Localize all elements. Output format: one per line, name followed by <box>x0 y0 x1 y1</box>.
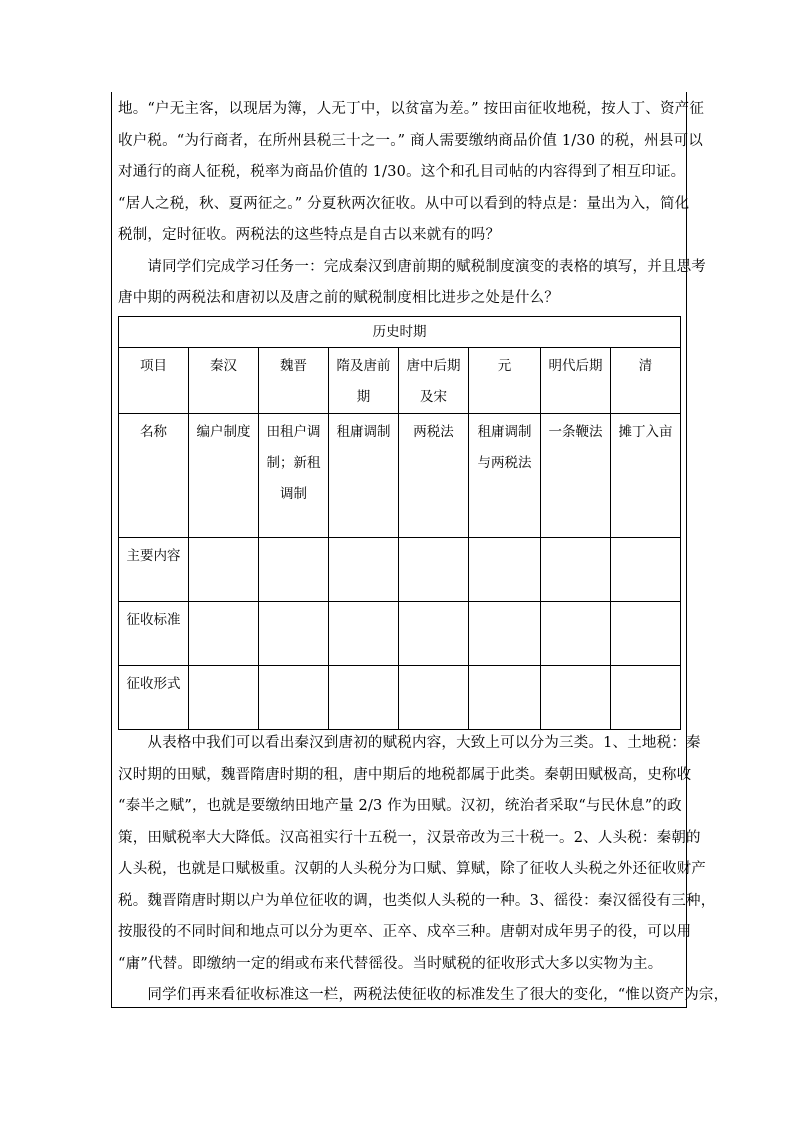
header-cell: 元 <box>469 348 541 414</box>
blank-cell[interactable] <box>541 602 611 666</box>
blank-cell[interactable] <box>259 602 329 666</box>
row-label: 征收标准 <box>119 602 189 666</box>
text-line: 请同学们完成学习任务一：完成秦汉到唐前期的赋税制度演变的表格的填写，并且思考 <box>118 258 706 275</box>
text-line: 税制，定时征收。两税法的这些特点是自古以来就有的吗？ <box>118 227 501 243</box>
blank-cell[interactable] <box>611 538 681 602</box>
blank-cell[interactable] <box>611 666 681 730</box>
header-cell: 清 <box>611 348 681 414</box>
table-cell: 摊丁入亩 <box>611 414 681 538</box>
header-cell: 魏晋 <box>259 348 329 414</box>
blank-cell[interactable] <box>259 666 329 730</box>
text-line: “庸”代替。即缴纳一定的绢或布来代替徭役。当时赋税的征收形式大多以实物为主。 <box>118 955 663 972</box>
blank-cell[interactable] <box>329 538 399 602</box>
table-cell: 田租户调制；新租调制 <box>259 414 329 538</box>
intro-paragraph <box>118 94 706 315</box>
row-label: 主要内容 <box>119 538 189 602</box>
table-cell: 一条鞭法 <box>541 414 611 538</box>
text-line: 人头税，也就是口赋极重。汉朝的人头税分为口赋、算赋，除了征收人头税之外还征收财产 <box>118 861 706 877</box>
blank-cell[interactable] <box>399 602 469 666</box>
row-label: 征收形式 <box>119 666 189 730</box>
blank-cell[interactable] <box>189 666 259 730</box>
header-cell: 秦汉 <box>189 348 259 414</box>
text-line: “泰半之赋”，也就是要缴纳田地产量 2/3 作为田赋。汉初，统治者采取“与民休息”的政 <box>118 798 682 814</box>
text-line: 按服役的不同时间和地点可以分为更卒、正卒、戍卒三种。唐朝对成年男子的役，可以用 <box>118 924 692 940</box>
blank-cell[interactable] <box>329 666 399 730</box>
text-line: 地。“户无主客，以现居为簿，人无丁中，以贫富为差。” 按田亩征收地税，按人丁、资产征 <box>118 101 705 117</box>
text-line: 同学们再来看征收标准这一栏，两税法使征收的标准发生了很大的变化，“惟以资产为宗， <box>118 987 729 1003</box>
text-line: 唐中期的两税法和唐初以及唐之前的赋税制度相比进步之处是什么？ <box>118 290 559 306</box>
table-cell: 租庸调制与两税法 <box>469 414 541 538</box>
blank-cell[interactable] <box>469 602 541 666</box>
blank-cell[interactable] <box>399 666 469 730</box>
header-cell: 明代后期 <box>541 348 611 414</box>
header-cell: 项目 <box>119 348 189 414</box>
header-cell: 唐中后期及宋 <box>399 348 469 414</box>
text-line: 汉时期的田赋，魏晋隋唐时期的租，唐中期后的地税都属于此类。秦朝田赋极高，史称收 <box>118 766 692 783</box>
table-cell: 两税法 <box>399 414 469 538</box>
text-line: 从表格中我们可以看出秦汉到唐初的赋税内容，大致上可以分为三类。1、土地税：秦 <box>118 735 701 751</box>
text-line: 对通行的商人征税，税率为商品价值的 1/30。这个和孔目司帖的内容得到了相互印证。 <box>118 164 686 180</box>
tax-system-table <box>118 316 681 730</box>
blank-cell[interactable] <box>469 538 541 602</box>
table-title: 历史时期 <box>119 317 681 348</box>
blank-cell[interactable] <box>259 538 329 602</box>
blank-cell[interactable] <box>541 666 611 730</box>
row-label: 名称 <box>119 414 189 538</box>
blank-cell[interactable] <box>611 602 681 666</box>
blank-cell[interactable] <box>329 602 399 666</box>
outro-paragraph <box>118 728 729 1012</box>
blank-cell[interactable] <box>541 538 611 602</box>
text-line: “居人之税，秋、夏两征之。” 分夏秋两次征收。从中可以看到的特点是：量出为入，简化 <box>118 195 690 212</box>
table-cell: 租庸调制 <box>329 414 399 538</box>
text-line: 税。魏晋隋唐时期以户为单位征收的调，也类似人头税的一种。3、徭役：秦汉徭役有三种， <box>118 892 716 909</box>
blank-cell[interactable] <box>399 538 469 602</box>
text-line: 策，田赋税率大大降低。汉高祖实行十五税一，汉景帝改为三十税一。2、人头税：秦朝的 <box>118 829 701 846</box>
blank-cell[interactable] <box>189 538 259 602</box>
table-cell: 编户制度 <box>189 414 259 538</box>
blank-cell[interactable] <box>469 666 541 730</box>
blank-cell[interactable] <box>189 602 259 666</box>
text-line: 收户税。“为行商者，在所州县税三十之一。” 商人需要缴纳商品价值 1/30 的税，州县可以 <box>118 132 703 149</box>
header-cell: 隋及唐前期 <box>329 348 399 414</box>
